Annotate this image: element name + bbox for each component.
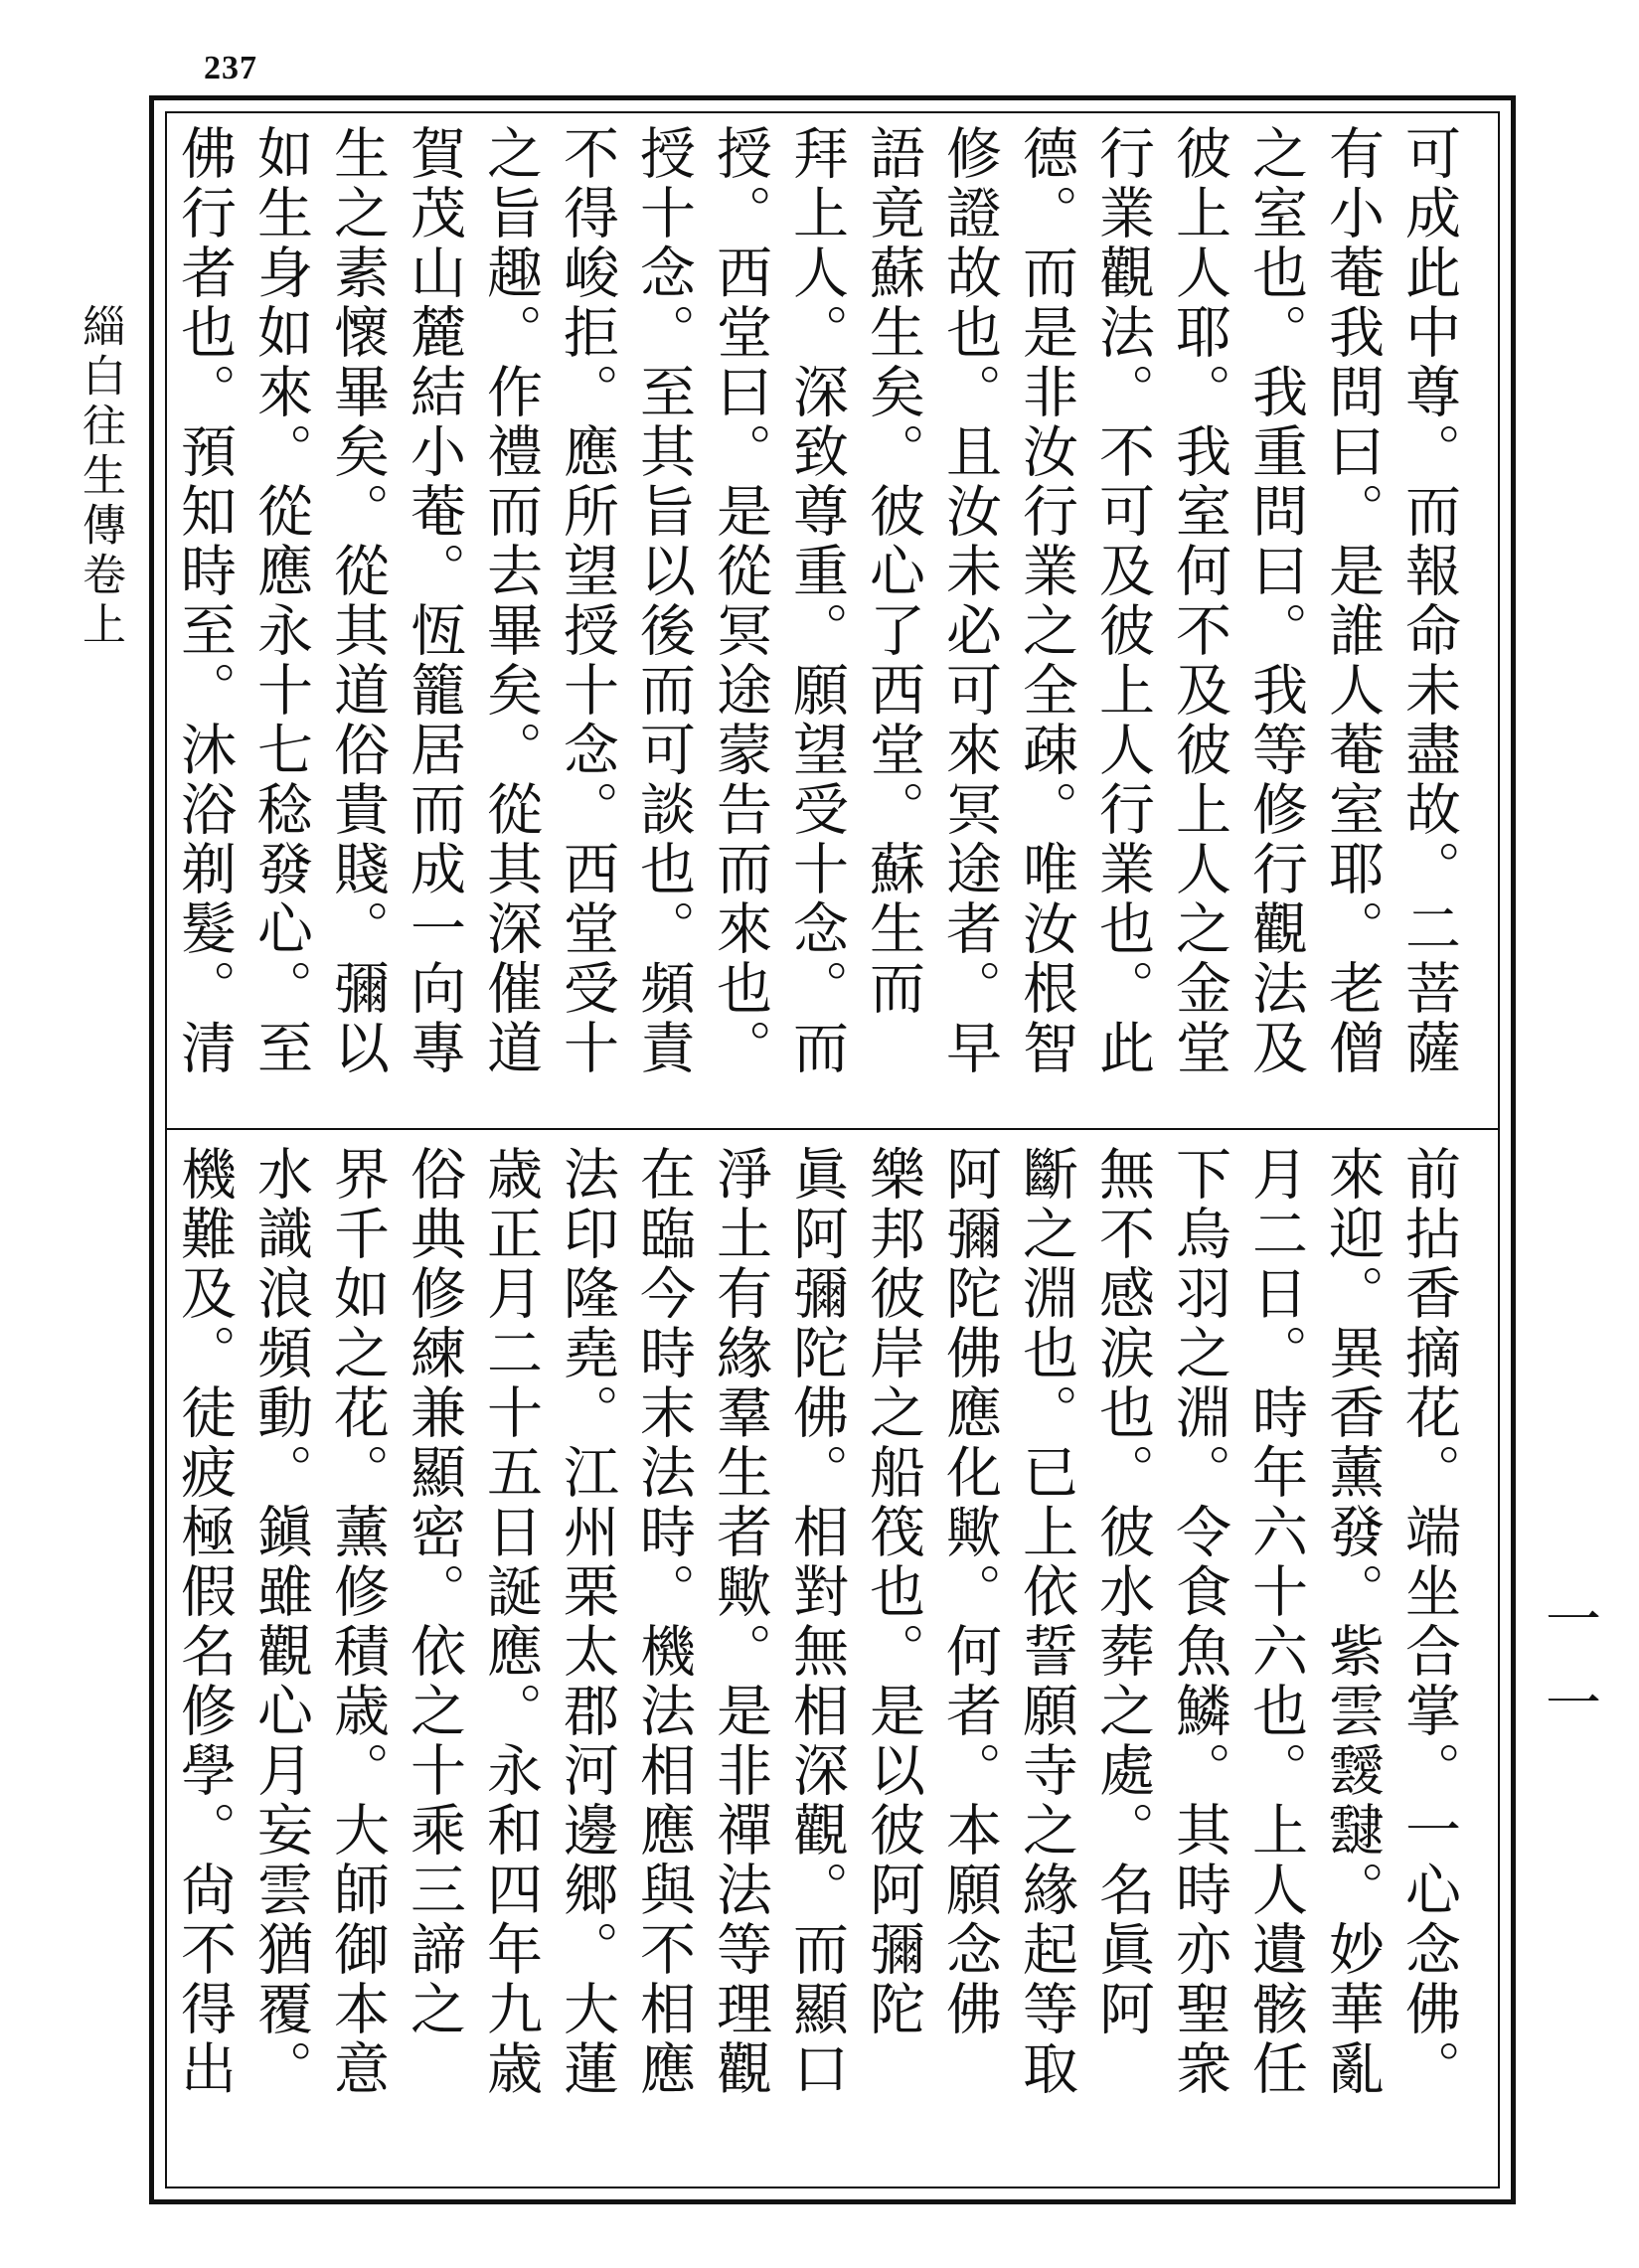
- text-column: 法印隆堯。江州栗太郡河邊郷。大蓮: [555, 1145, 619, 2099]
- text-column: 語竟蘇生矣。彼心了西堂。蘇生而: [861, 124, 925, 1019]
- text-column: 在臨今時末法時。機法相應與不相應: [631, 1145, 696, 2099]
- text-column: 眞阿彌陀佛。相對無相深觀。而顯口: [784, 1145, 849, 2099]
- text-column: 之旨趣。作禮而去畢矣。從其深催道: [478, 124, 543, 1078]
- text-column: 水識浪頻動。鎭雖觀心月妄雲猶覆。: [248, 1145, 313, 2099]
- text-column: 歳正月二十五日誕應。永和四年九歳: [478, 1145, 543, 2099]
- text-column: 彼上人耶。我室何不及彼上人之金堂: [1167, 124, 1231, 1078]
- text-column: 來迎。異香薰發。紫雲靉靆。妙華亂: [1320, 1145, 1385, 2099]
- page-number: 237: [204, 50, 257, 86]
- text-column: 樂邦彼岸之船筏也。是以彼阿彌陀: [861, 1145, 925, 2039]
- running-title: 緇白往生傳卷上: [75, 303, 125, 651]
- text-column: 月二日。時年六十六也。上人遺骸任: [1243, 1145, 1308, 2099]
- band-divider: [165, 1128, 1500, 1130]
- text-column: 授。西堂曰。是從冥途蒙告而來也。: [708, 124, 772, 1078]
- text-column: 下烏羽之淵。令食魚鱗。其時亦聖衆: [1167, 1145, 1231, 2099]
- text-column: 生之素懷畢矣。從其道俗貴賤。彌以: [325, 124, 390, 1078]
- text-column: 機難及。徒疲極假名修學。尙不得出: [172, 1145, 237, 2099]
- text-column: 淨土有緣羣生者歟。是非禪法等理觀: [708, 1145, 772, 2099]
- text-column: 行業觀法。不可及彼上人行業也。此: [1090, 124, 1155, 1078]
- text-column: 俗典修練兼顯密。依之十乘三諦之: [402, 1145, 466, 2039]
- text-column: 界千如之花。薰修積歳。大師御本意: [325, 1145, 390, 2099]
- text-column: 佛行者也。預知時至。沐浴剃髮。清: [172, 124, 237, 1078]
- text-column: 如生身如來。從應永十七稔發心。至: [248, 124, 313, 1078]
- text-column: 賀茂山麓結小菴。恆籠居而成一向專: [402, 124, 466, 1078]
- bottom-text-band: [153, 1145, 1465, 2129]
- text-column: 前拈香摘花。端坐合掌。一心念佛。: [1396, 1145, 1461, 2099]
- text-column: 不得峻拒。應所望授十念。西堂受十: [555, 124, 619, 1078]
- text-column: 有小菴我問曰。是誰人菴室耶。老僧: [1320, 124, 1385, 1078]
- text-column: 德。而是非汝行業之全疎。唯汝根智: [1014, 124, 1078, 1078]
- folio-number: 一一: [1537, 1590, 1601, 1757]
- text-column: 授十念。至其旨以後而可談也。頻責: [631, 124, 696, 1078]
- text-column: 阿彌陀佛應化歟。何者。本願念佛: [937, 1145, 1002, 2039]
- text-column: 無不感涙也。彼水葬之處。名眞阿: [1090, 1145, 1155, 2039]
- text-column: 可成此中尊。而報命未盡故。二菩薩: [1396, 124, 1461, 1078]
- text-column: 修證故也。且汝未必可來冥途者。早: [937, 124, 1002, 1078]
- text-column: 拜上人。深致尊重。願望受十念。而: [784, 124, 849, 1078]
- text-column: 之室也。我重問曰。我等修行觀法及: [1243, 124, 1308, 1078]
- text-column: 斷之淵也。已上依誓願寺之緣起等取: [1014, 1145, 1078, 2099]
- top-text-band: [153, 124, 1465, 1108]
